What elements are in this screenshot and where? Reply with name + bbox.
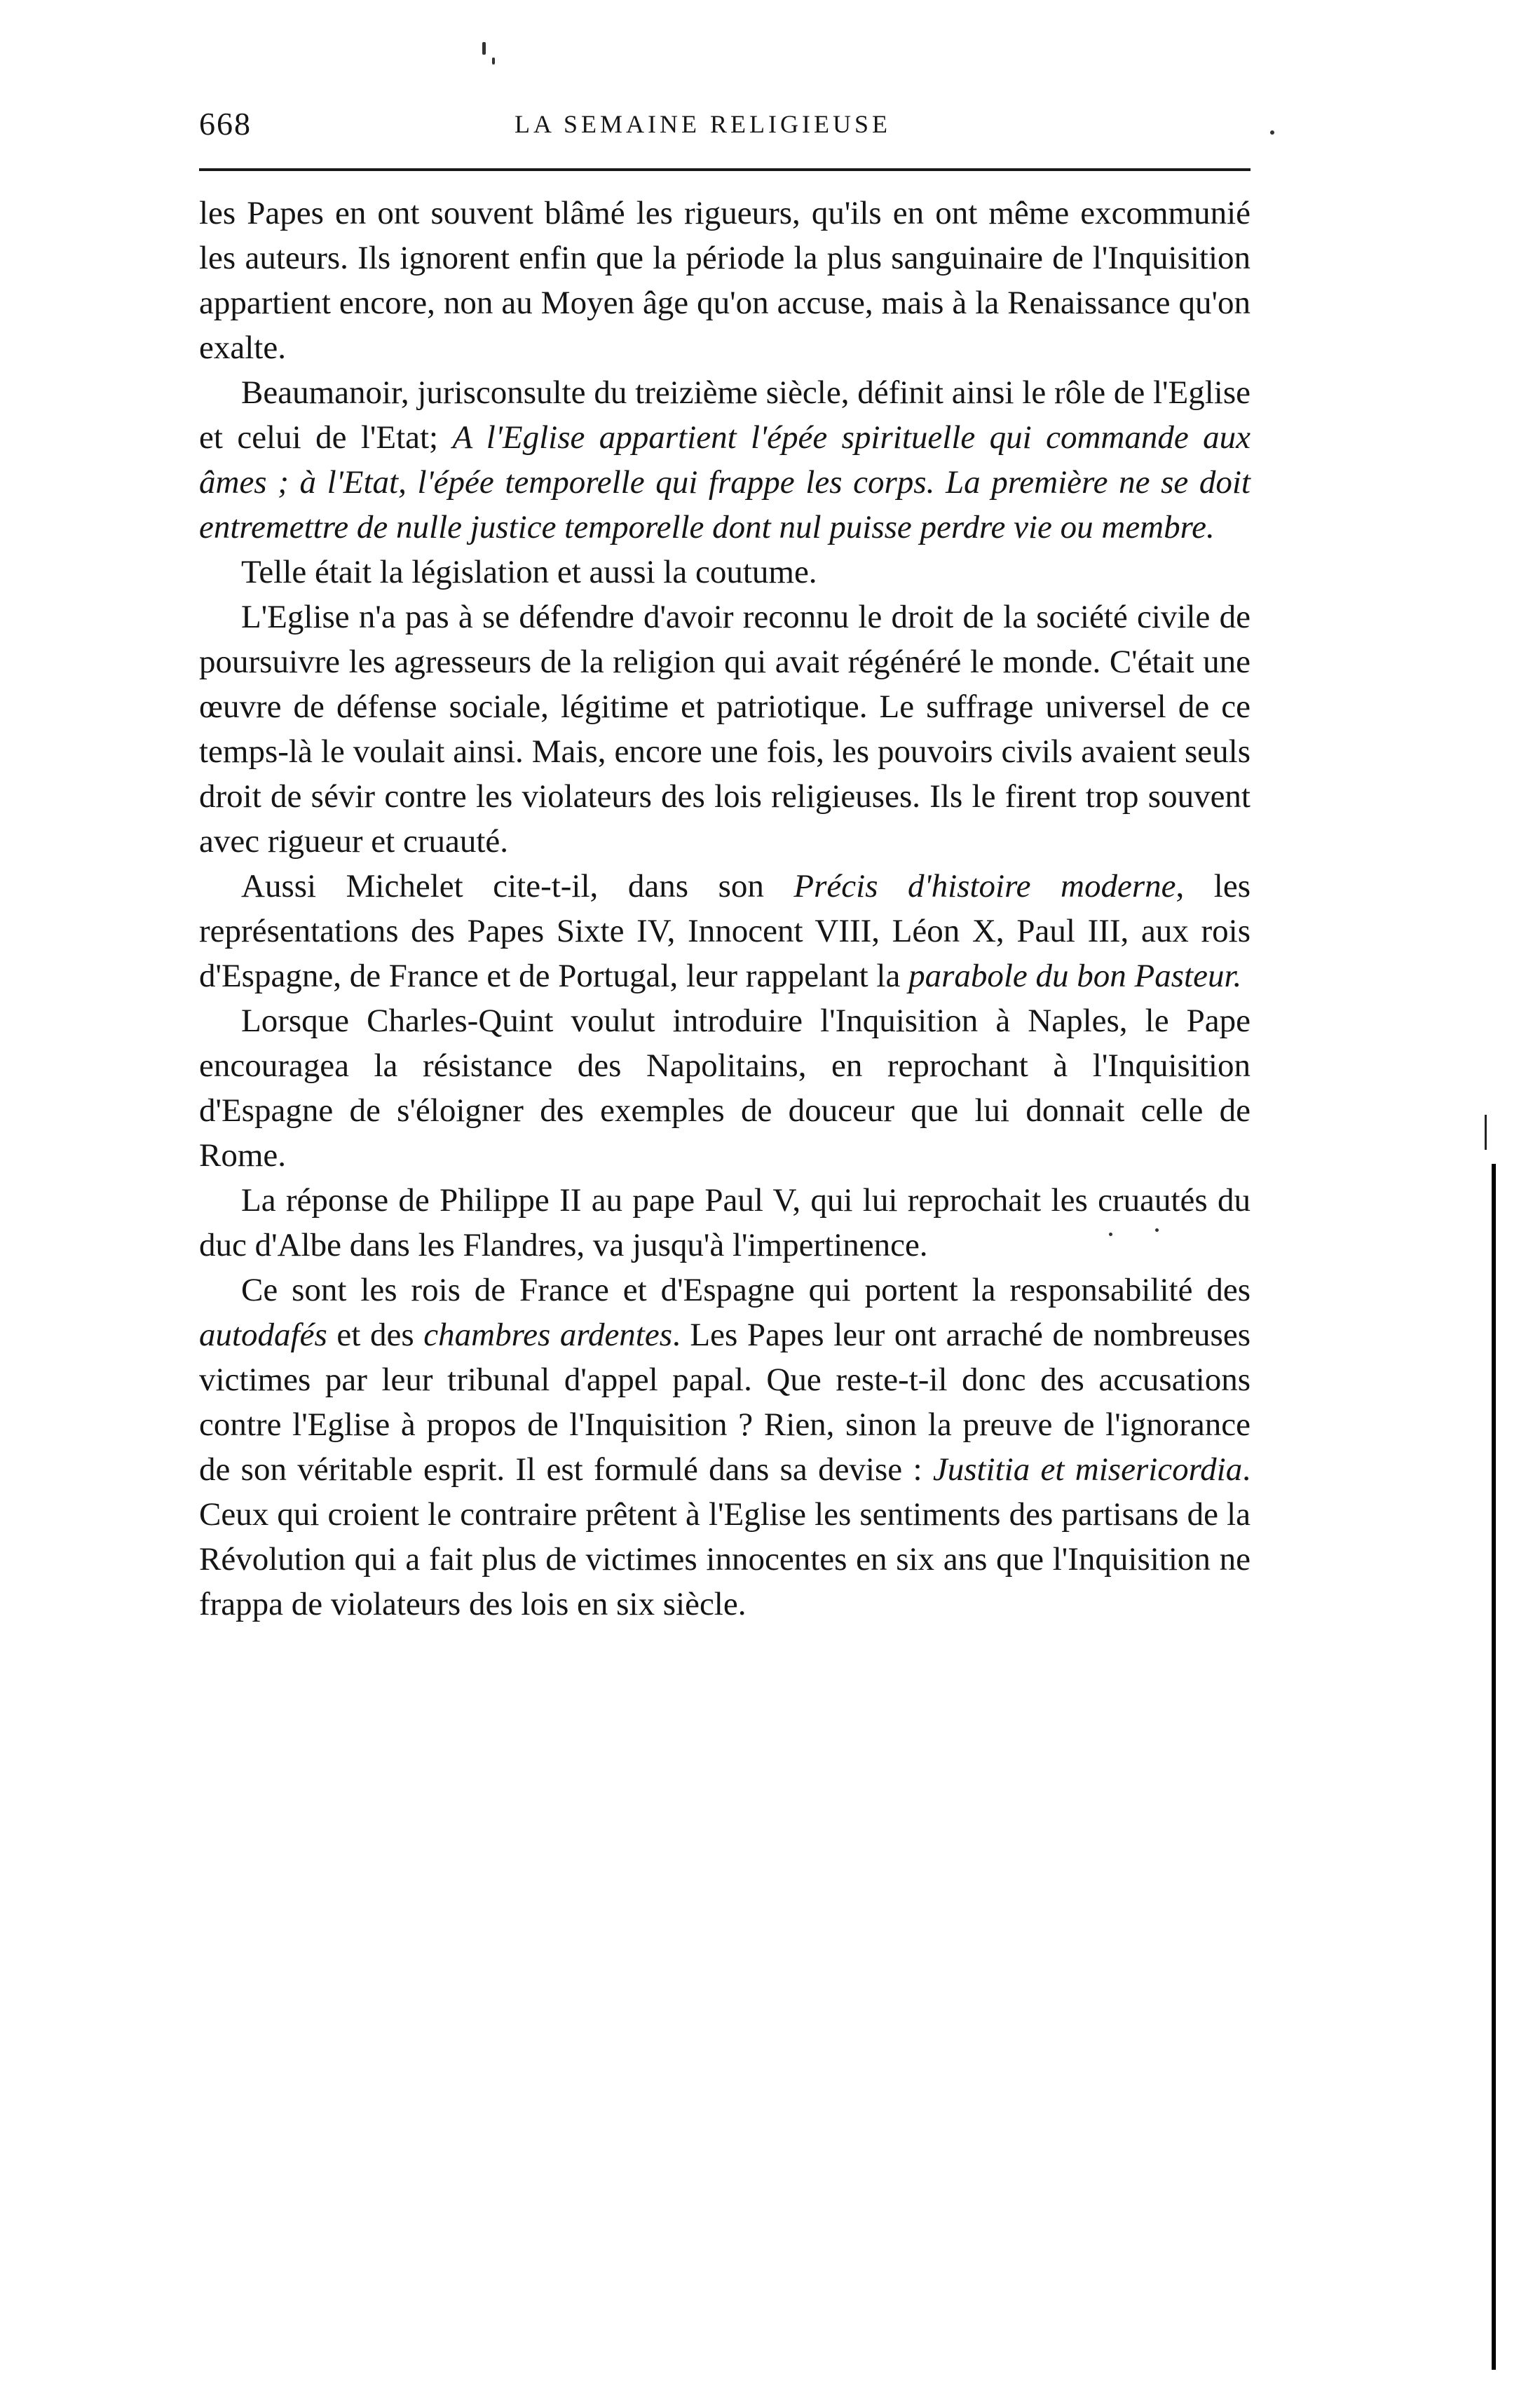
page-header — [199, 98, 1251, 147]
paragraph — [199, 998, 1251, 1178]
scan-speck — [1109, 1233, 1112, 1236]
paragraph — [199, 864, 1251, 998]
text-run: . Ceux qui croient le contraire prêtent à l'Eglise les sentiments des partisans de la Révolution qui a fait plus de victimes innocentes en six ans que l'Inquisition ne frappa de violateurs des lois en six siècle. — [199, 1451, 1251, 1622]
text-run: Ce sont les rois de France et d'Espagne qui portent la responsabilité des — [241, 1272, 1251, 1308]
page-number: 668 — [199, 106, 252, 142]
italic-text: A l'Eglise appartient l'épée spirituelle qui commande aux âmes ; à l'Etat, l'épée temporelle qui frappe les corps. La première ne se doit entremettre de nulle justice temporelle dont nul puisse perdre vie ou membre. — [199, 419, 1251, 545]
paragraph — [199, 1268, 1251, 1627]
text-run: L'Eglise n'a pas à se défendre d'avoir reconnu le droit de la société civile de poursuivre les agresseurs de la religion qui avait régénéré le monde. C'était une œuvre de défense sociale, légitime et patriotique. Le suffrage universel de ce temps-là le voulait ainsi. Mais, encore une fois, les pouvoirs civils avaient seuls droit de sévir contre les violateurs des lois religieuses. Ils le firent trop souvent avec rigueur et cruauté. — [199, 599, 1251, 860]
text-run: et des — [327, 1317, 424, 1353]
italic-text: Précis d'histoire moderne — [793, 868, 1176, 904]
italic-text: Justitia et misericordia — [932, 1451, 1243, 1488]
text-run: La réponse de Philippe II au pape Paul V, qui lui reprochait les cruautés du duc d'Albe dans les Flandres, va jusqu'à l'impertinence. — [199, 1182, 1251, 1263]
running-title: LA SEMAINE RELIGIEUSE — [515, 110, 891, 138]
paragraph — [199, 1178, 1251, 1268]
text-run: Beaumanoir, jurisconsulte du treizième siècle, définit ainsi le rôle de l'Eglise et celui de l'Etat; — [199, 374, 1251, 456]
paragraph — [199, 595, 1251, 864]
text-run: Lorsque Charles-Quint voulut introduire l'Inquisition à Naples, le Pape encouragea la résistance des Napolitains, en reprochant à l'Inquisition d'Espagne de s'éloigner des exemples de douceur que lui donnait celle de Rome. — [199, 1003, 1251, 1174]
text-run: . Les Papes leur ont arraché de nombreuses victimes par leur tribunal d'appel papal. Que reste-t-il donc des accusations contre l'Eglise à propos de l'Inquisition ? Rien, sinon la preuve de l'ignorance de son véritable esprit. Il est formulé dans sa devise : — [199, 1317, 1251, 1488]
italic-text: chambres ardentes — [423, 1317, 673, 1353]
text-run: les Papes en ont souvent blâmé les rigueurs, qu'ils en ont même excommunié les auteurs. Ils ignorent enfin que la période la plus sanguinaire de l'Inquisition appartient encore, non au Moyen âge qu'on accuse, mais à la Renaissance qu'on exalte. — [199, 195, 1251, 366]
scan-speck — [492, 57, 495, 65]
scan-speck — [1155, 1228, 1159, 1232]
scan-speck — [1270, 130, 1274, 135]
text-run: Aussi Michelet cite-t-il, dans son — [241, 868, 794, 904]
paragraph — [199, 550, 1251, 595]
text-run: Telle était la législation et aussi la coutume. — [241, 554, 817, 590]
scan-edge-bar — [1492, 1164, 1496, 2370]
italic-text: autodafés — [199, 1317, 327, 1353]
scan-edge-mark — [1485, 1115, 1487, 1150]
paragraph — [199, 370, 1251, 550]
scan-speck — [482, 42, 486, 55]
italic-text: parabole du bon Pasteur. — [908, 958, 1242, 994]
paragraph — [199, 191, 1251, 370]
body-text — [199, 191, 1251, 1627]
text-run: , les représentations des Papes Sixte IV, Innocent VIII, Léon X, Paul III, aux rois d'Espagne, de France et de Portugal, leur rappelant la — [199, 868, 1251, 994]
header-rule — [199, 168, 1251, 171]
